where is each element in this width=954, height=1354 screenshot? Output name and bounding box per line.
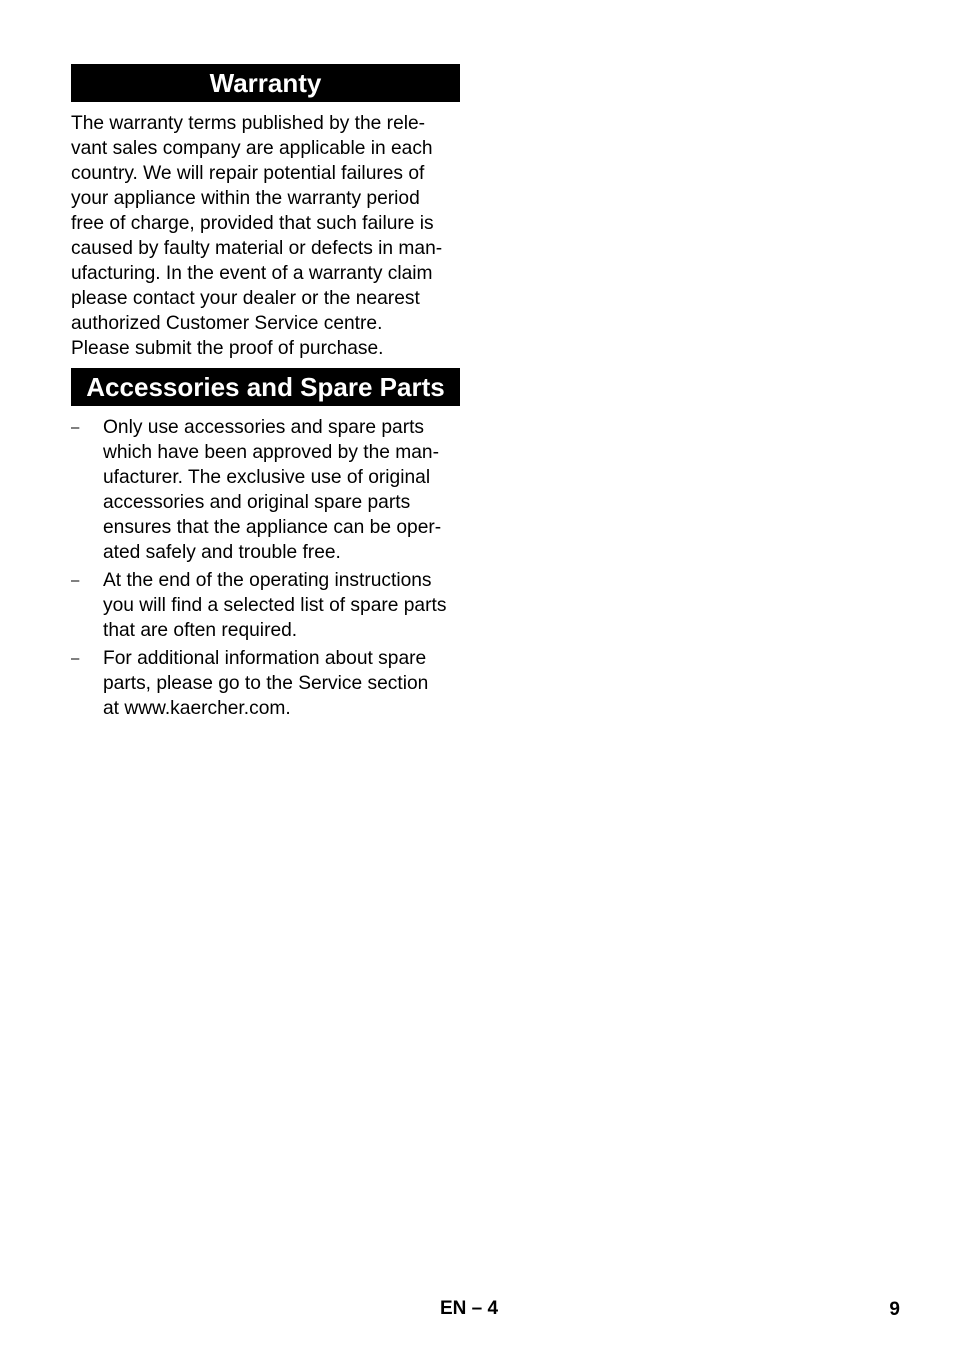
- list-item-text: At the end of the operating instructions you will find a selected list of spare parts that are often required.: [103, 570, 447, 641]
- list-item: [71, 568, 460, 643]
- warranty-paragraph: The warranty terms published by the rele- vant sales company are applicable in each country. We will repair potential failures of your appliance within the warranty period free of charge, provided that such failure is caused by faulty material or defects in man- ufacturing. In the event of a warranty claim please contact your dealer or the nearest authorized Customer Service centre. Please submit the proof of purchase.: [71, 113, 443, 359]
- list-item: [71, 646, 460, 721]
- footer-page-number: 9: [889, 1299, 900, 1320]
- list-item-text: For additional information about spare parts, please go to the Service section at www.kaercher.com.: [103, 648, 429, 719]
- footer-section-label: EN – 4: [440, 1298, 499, 1319]
- list-item-text: Only use accessories and spare parts which have been approved by the man- ufacturer. The exclusive use of original accessories and original spare parts ensures that the appliance can be oper- ated safely and trouble free.: [103, 417, 442, 563]
- dash-bullet-icon: –: [71, 572, 80, 589]
- accessories-heading: Accessories and Spare Parts: [71, 368, 460, 406]
- accessories-list: [71, 415, 460, 721]
- content-column: [71, 64, 460, 724]
- dash-bullet-icon: –: [71, 650, 80, 667]
- list-item: [71, 415, 460, 565]
- warranty-heading: Warranty: [71, 64, 460, 102]
- dash-bullet-icon: –: [71, 419, 80, 436]
